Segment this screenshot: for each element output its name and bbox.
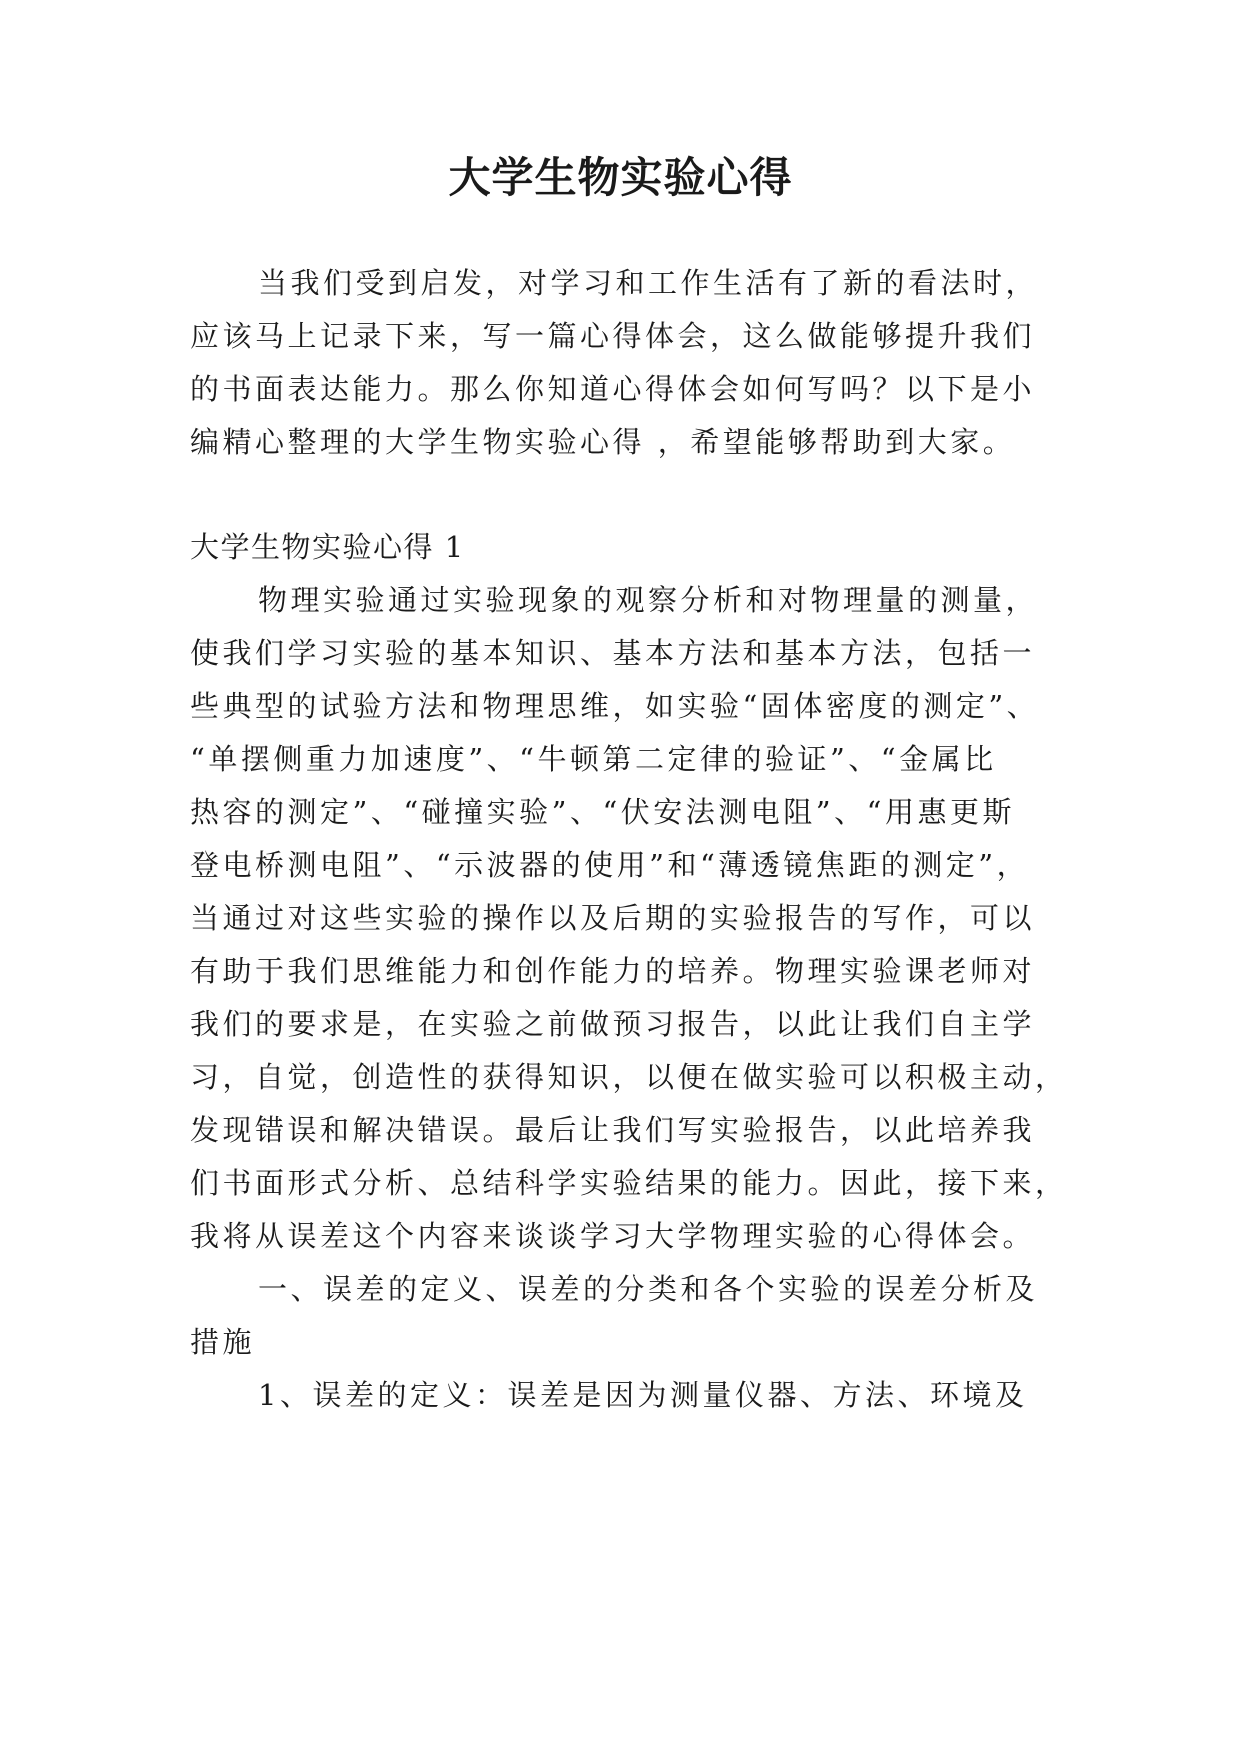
body-line: 当通过对这些实验的操作以及后期的实验报告的写作，可以 — [190, 901, 1036, 935]
subsection-heading-line: 措施 — [190, 1325, 256, 1359]
body-line: 我将从误差这个内容来谈谈学习大学物理实验的心得体会。 — [190, 1219, 1036, 1253]
subsection-heading-line: 一、误差的定义、误差的分类和各个实验的误差分析及 — [258, 1272, 1039, 1306]
body-line: 有助于我们思维能力和创作能力的培养。物理实验课老师对 — [190, 954, 1036, 988]
intro-line: 当我们受到启发，对学习和工作生活有了新的看法时， — [258, 266, 1039, 300]
body-line: 热容的测定”、“碰撞实验”、“伏安法测电阻”、“用惠更斯 — [190, 795, 1015, 829]
body-line: 登电桥测电阻”、“示波器的使用”和“薄透镜焦距的测定”， — [190, 848, 1030, 882]
body-line: “单摆侧重力加速度”、“牛顿第二定律的验证”、“金属比 — [190, 742, 997, 776]
body-line: 使我们学习实验的基本知识、基本方法和基本方法，包括一 — [190, 636, 1036, 670]
body-line: 发现错误和解决错误。最后让我们写实验报告，以此培养我 — [190, 1113, 1036, 1147]
body-line: 些典型的试验方法和物理思维，如实验“固体密度的测定”、 — [190, 689, 1040, 723]
intro-line: 应该马上记录下来，写一篇心得体会，这么做能够提升我们 — [190, 319, 1036, 353]
body-line: 我们的要求是，在实验之前做预习报告，以此让我们自主学 — [190, 1007, 1036, 1041]
body-line: 1、误差的定义：误差是因为测量仪器、方法、环境及 — [258, 1378, 1028, 1412]
document-title: 大学生物实验心得 — [448, 153, 793, 202]
intro-line: 编精心整理的大学生物实验心得 ，希望能够帮助到大家。 — [190, 425, 1016, 459]
body-line: 们书面形式分析、总结科学实验结果的能力。因此，接下来， — [190, 1166, 1068, 1200]
intro-line: 的书面表达能力。那么你知道心得体会如何写吗？以下是小 — [190, 372, 1036, 406]
section-heading: 大学生物实验心得 1 — [190, 530, 465, 564]
body-line: 物理实验通过实验现象的观察分析和对物理量的测量， — [258, 583, 1039, 617]
body-line: 习，自觉，创造性的获得知识，以便在做实验可以积极主动， — [190, 1060, 1068, 1094]
